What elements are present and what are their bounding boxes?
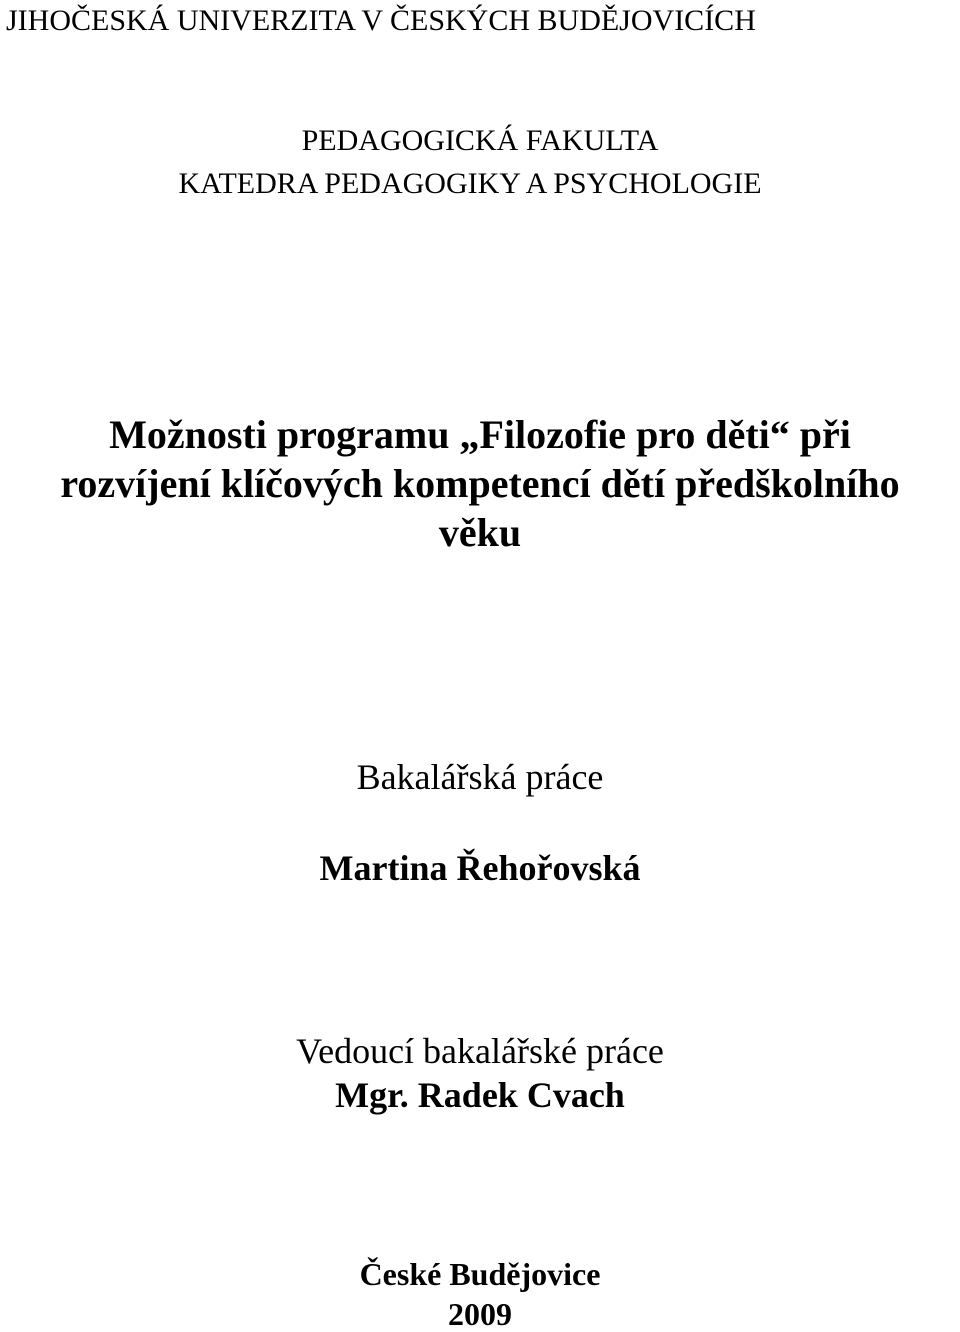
- supervisor-name: Mgr. Radek Cvach: [335, 1075, 625, 1115]
- faculty-name: PEDAGOGICKÁ FAKULTA: [301, 124, 659, 157]
- city: České Budějovice: [359, 1256, 601, 1292]
- year: 2009: [448, 1296, 512, 1332]
- thesis-title: [0, 410, 960, 557]
- university-name: JIHOČESKÁ UNIVERZITA V ČESKÝCH BUDĚJOVICÍCH: [6, 4, 756, 37]
- supervisor-label: Vedoucí bakalářské práce: [296, 1031, 664, 1071]
- thesis-title-line-1: Možnosti programu „Filozofie pro děti“ při: [109, 412, 851, 457]
- author-name: Martina Řehořovská: [319, 848, 641, 888]
- thesis-title-line-2: rozvíjení klíčových kompetencí dětí předškolního: [60, 461, 900, 506]
- thesis-title-line-3: věku: [438, 510, 522, 555]
- department-name: KATEDRA PEDAGOGIKY A PSYCHOLOGIE: [178, 167, 762, 200]
- thesis-type: Bakalářská práce: [356, 757, 604, 797]
